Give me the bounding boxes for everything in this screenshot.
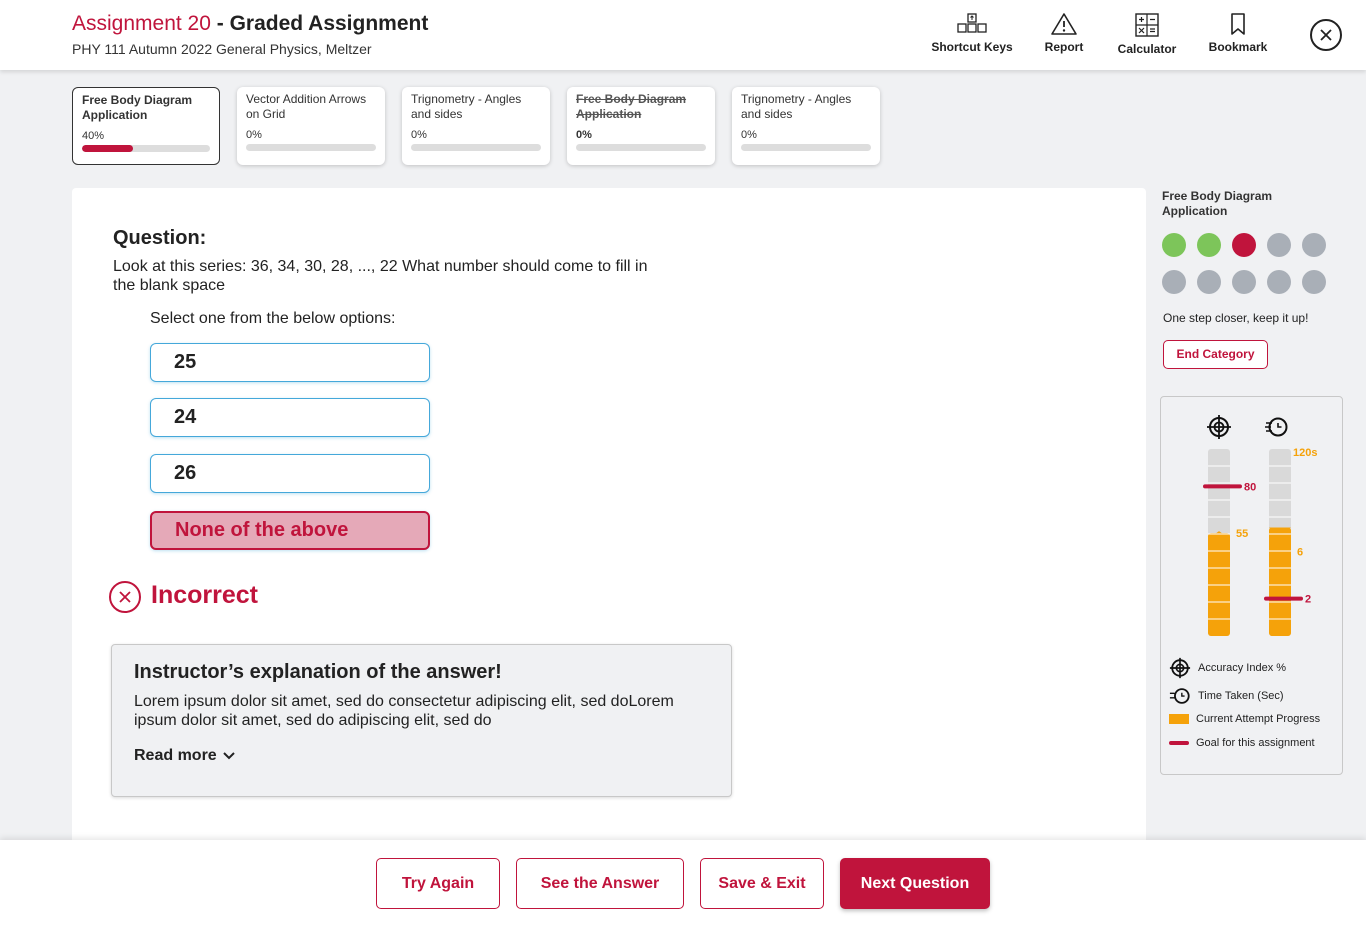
course-name: PHY 111 Autumn 2022 General Physics, Meltzer — [72, 41, 372, 57]
legend-progress — [1169, 713, 1320, 725]
answer-option-selected[interactable]: None of the above — [150, 511, 430, 550]
explanation-box — [111, 644, 732, 797]
bookmark-label: Bookmark — [1208, 40, 1268, 54]
warning-icon — [1050, 12, 1078, 36]
answer-option[interactable]: 24 — [150, 398, 430, 437]
category-name: Trignometry - Angles and sides — [741, 92, 852, 121]
legend-time-label: Time Taken (Sec) — [1198, 690, 1284, 702]
legend-progress-label: Current Attempt Progress — [1196, 713, 1321, 725]
legend-time — [1169, 686, 1284, 706]
read-more-label: Read more — [134, 747, 217, 764]
legend-goal — [1169, 737, 1315, 749]
question-status-dot-pending — [1232, 270, 1256, 294]
category-name: Trignometry - Angles and sides — [411, 92, 522, 121]
see-answer-button[interactable]: See the Answer — [516, 858, 684, 909]
category-progress-bar — [411, 144, 541, 151]
calculator-button[interactable] — [1113, 12, 1181, 56]
category-name: Vector Addition Arrows on Grid — [246, 92, 367, 121]
explanation-body: Lorem ipsum dolor sit amet, sed do consectetur adipiscing elit, sed doLorem ipsum dolor sit amet, sed do adipiscing elit, sed do — [134, 693, 674, 729]
save-exit-button[interactable]: Save & Exit — [700, 858, 824, 909]
answer-option[interactable]: 25 — [150, 343, 430, 382]
top-bar — [0, 0, 1366, 70]
goal-value-label: 2 — [1305, 593, 1312, 606]
category-percent: 0% — [246, 129, 262, 141]
goal-swatch — [1169, 741, 1189, 745]
read-more-link[interactable] — [134, 747, 235, 765]
target-icon — [1207, 415, 1231, 439]
stopwatch-icon — [1169, 686, 1191, 706]
report-label: Report — [1044, 40, 1084, 54]
question-status-dot-pending — [1302, 233, 1326, 257]
goal-value-label: 80 — [1244, 481, 1257, 494]
question-status-dot-pending — [1267, 270, 1291, 294]
category-card-vector-addition[interactable] — [237, 87, 385, 165]
close-button[interactable] — [1310, 19, 1342, 51]
select-prompt: Select one from the below options: — [150, 310, 396, 327]
calculator-icon — [1134, 12, 1160, 38]
try-again-button[interactable]: Try Again — [376, 858, 500, 909]
shortcut-keys-button[interactable] — [931, 12, 1013, 54]
sidebar-category-title: Free Body Diagram Application — [1162, 189, 1273, 218]
keyboard-icon — [956, 12, 988, 36]
shortcut-keys-label: Shortcut Keys — [931, 40, 1013, 54]
legend-goal-label: Goal for this assignment — [1196, 737, 1315, 749]
category-percent: 0% — [741, 129, 757, 141]
question-status-dot-correct — [1162, 233, 1186, 257]
next-question-button[interactable]: Next Question — [840, 858, 990, 909]
chevron-down-icon — [223, 752, 235, 760]
question-status-dot-pending — [1302, 270, 1326, 294]
question-status-dot-incorrect — [1232, 233, 1256, 257]
category-card-free-body-diagram[interactable] — [72, 87, 220, 165]
legend-accuracy — [1169, 657, 1286, 679]
x-circle-icon — [109, 581, 141, 613]
stats-panel — [1160, 396, 1343, 775]
progress-swatch — [1169, 714, 1189, 724]
question-status-dot-correct — [1197, 233, 1221, 257]
footer-bar — [0, 840, 1366, 928]
question-status-dot-pending — [1162, 270, 1186, 294]
category-percent: 0% — [576, 129, 592, 141]
category-name: Free Body Diagram Application — [82, 93, 193, 122]
category-progress-bar — [741, 144, 871, 151]
category-card-free-body-diagram-2[interactable] — [567, 87, 715, 165]
question-status-dot-pending — [1197, 270, 1221, 294]
category-progress-bar — [576, 144, 706, 151]
explanation-title: Instructor’s explanation of the answer! — [134, 661, 502, 683]
category-progress-bar — [246, 144, 376, 151]
result-status: Incorrect — [151, 581, 258, 609]
category-card-trigonometry-2[interactable] — [732, 87, 880, 165]
category-progress-fill — [82, 145, 133, 152]
category-percent: 0% — [411, 129, 427, 141]
page-title — [72, 12, 428, 36]
current-value-label: 55 — [1236, 528, 1249, 541]
assignment-number: Assignment 20 — [72, 12, 211, 35]
stopwatch-icon — [1265, 419, 1287, 436]
report-button[interactable] — [1040, 12, 1088, 54]
max-value-label: 120s — [1293, 447, 1318, 459]
current-value-label: 6 — [1297, 546, 1304, 559]
bar-fill — [1269, 528, 1291, 636]
question-text: Look at this series: 36, 34, 30, 28, ..., 22 What number should come to fill in the blank space — [113, 258, 648, 294]
assignment-type: - Graded Assignment — [210, 12, 429, 35]
category-card-trigonometry[interactable] — [402, 87, 550, 165]
question-label: Question: — [113, 227, 207, 249]
encouragement-text: One step closer, keep it up! — [1163, 311, 1309, 325]
category-percent: 40% — [82, 130, 105, 142]
bookmark-icon — [1228, 12, 1248, 36]
bookmark-button[interactable] — [1206, 12, 1270, 54]
category-progress-bar — [82, 145, 210, 152]
close-icon — [1319, 28, 1333, 42]
target-icon — [1169, 657, 1191, 679]
question-status-dot-pending — [1267, 233, 1291, 257]
legend-accuracy-label: Accuracy Index % — [1198, 662, 1287, 674]
calculator-label: Calculator — [1117, 42, 1177, 56]
answer-option[interactable]: 26 — [150, 454, 430, 493]
category-name: Free Body Diagram Application — [576, 92, 687, 121]
end-category-button[interactable]: End Category — [1163, 340, 1268, 369]
